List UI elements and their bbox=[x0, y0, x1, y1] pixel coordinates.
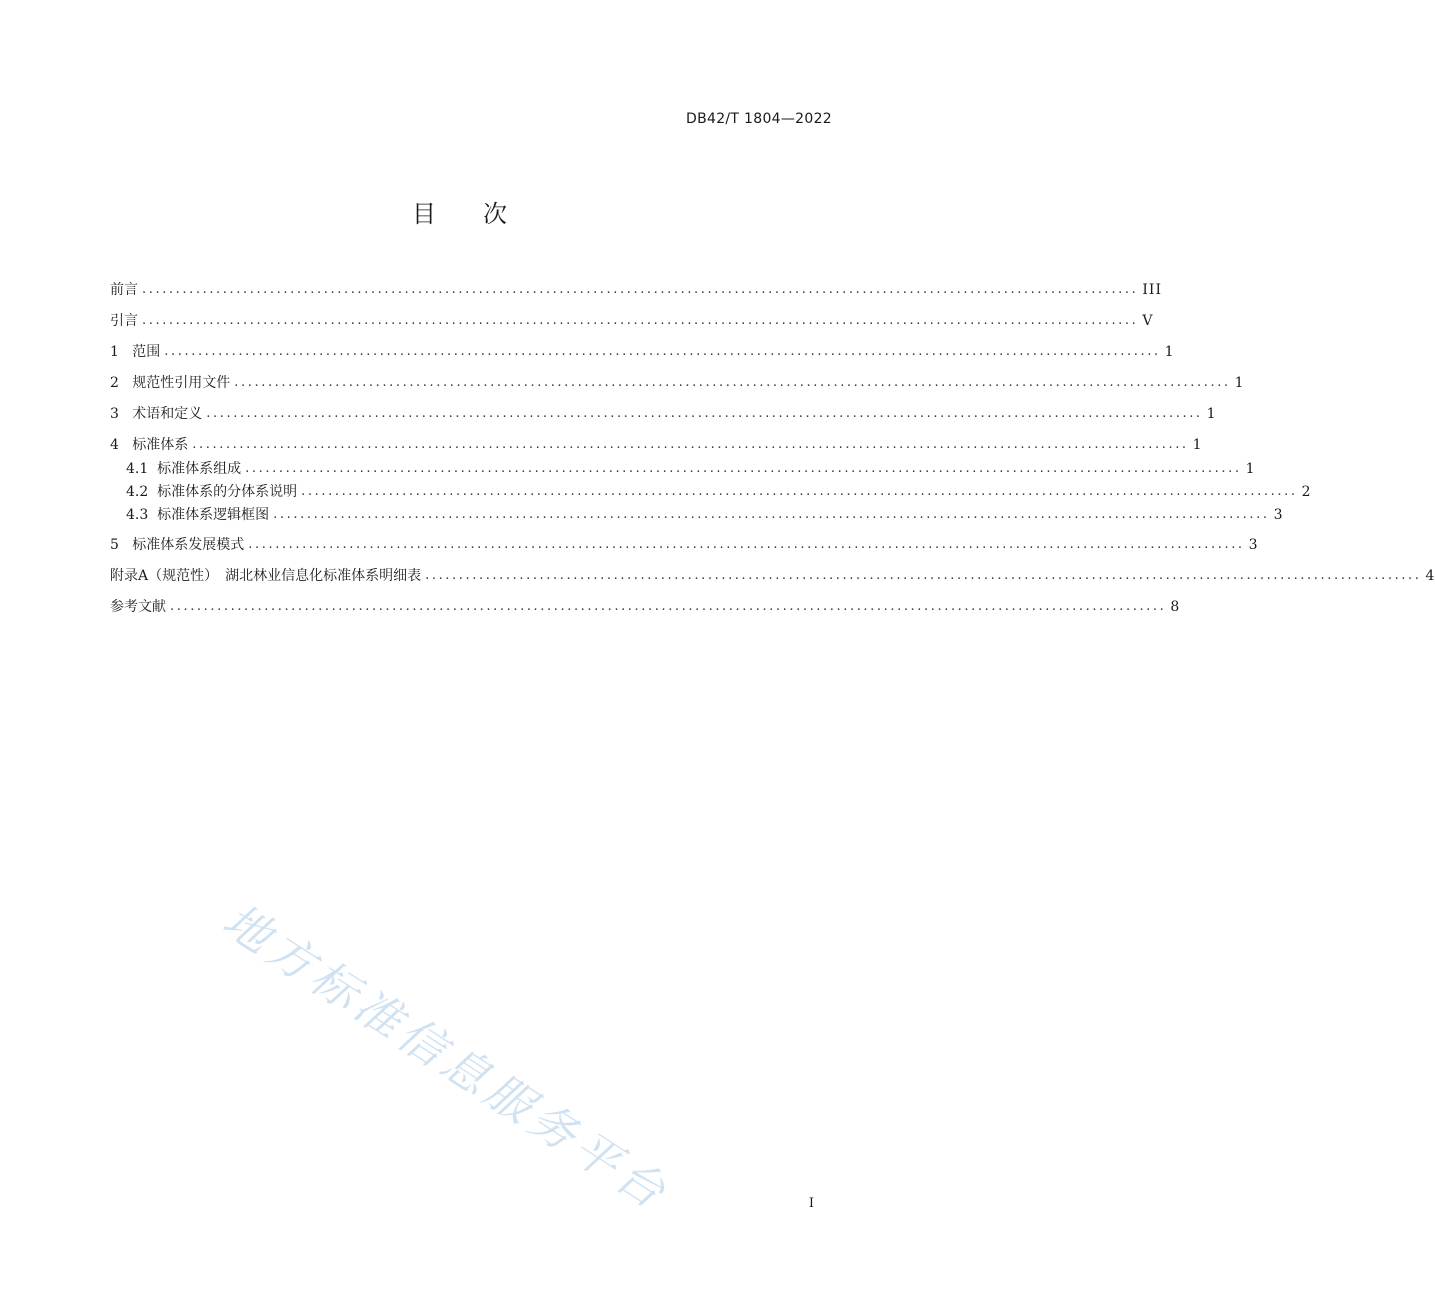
toc-page-number: 1 bbox=[1164, 344, 1175, 360]
toc-leader-dots: .................................................................................................................................................... bbox=[245, 461, 1242, 476]
toc-entry-standard-system[interactable] bbox=[110, 435, 1203, 455]
toc-section-number: 3 bbox=[110, 406, 119, 422]
toc-label: 参考文献 bbox=[110, 599, 166, 615]
toc-leader-dots: .................................................................................................................................................... bbox=[425, 568, 1422, 583]
toc-label: 前言 bbox=[110, 282, 138, 298]
toc-leader-dots: .................................................................................................................................................... bbox=[248, 537, 1245, 552]
toc-page-number: 1 bbox=[1192, 437, 1203, 453]
toc-label: 范围 bbox=[132, 344, 161, 360]
toc-label: 标准体系 bbox=[132, 437, 189, 453]
toc-leader-dots: .................................................................................................................................................... bbox=[164, 344, 1161, 359]
toc-entry-introduction[interactable] bbox=[110, 311, 1154, 331]
toc-entry-scope[interactable] bbox=[110, 342, 1175, 362]
toc-section-number: 2 bbox=[110, 375, 119, 391]
toc-leader-dots: .................................................................................................................................................... bbox=[170, 599, 1167, 614]
toc-leader-dots: .................................................................................................................................................... bbox=[234, 375, 1231, 390]
toc-label: 标准体系逻辑框图 bbox=[157, 507, 270, 523]
toc-page-number: 3 bbox=[1273, 507, 1284, 523]
toc-label: 规范性引用文件 bbox=[132, 375, 231, 391]
toc-entry-terms-definitions[interactable] bbox=[110, 404, 1217, 424]
page-number: I bbox=[808, 1196, 814, 1211]
toc-label: 标准体系的分体系说明 bbox=[157, 484, 298, 500]
title-char-2: 次 bbox=[483, 200, 508, 228]
toc-page-number: 1 bbox=[1206, 406, 1217, 422]
toc-leader-dots: .................................................................................................................................................... bbox=[142, 282, 1139, 297]
toc-entry-appendix-a[interactable] bbox=[110, 566, 1435, 586]
watermark-text: 地方标准信息服务平台 bbox=[213, 892, 680, 1222]
toc-section-number: 1 bbox=[110, 344, 119, 360]
page-title bbox=[0, 194, 920, 229]
toc-leader-dots: .................................................................................................................................................... bbox=[273, 507, 1270, 522]
toc-section-number: 4.1 bbox=[126, 461, 149, 477]
toc-page-number: 2 bbox=[1301, 484, 1312, 500]
toc-page-number: 8 bbox=[1170, 599, 1181, 615]
toc-section-number: 4.2 bbox=[126, 484, 149, 500]
toc-leader-dots: .................................................................................................................................................... bbox=[301, 484, 1298, 499]
toc-page-number: 1 bbox=[1245, 461, 1256, 477]
toc-section-number: 5 bbox=[110, 537, 119, 553]
toc-label: 引言 bbox=[110, 313, 138, 329]
toc-label: 附录A（规范性） 湖北林业信息化标准体系明细表 bbox=[110, 568, 422, 584]
document-code: DB42/T 1804—2022 bbox=[686, 111, 832, 127]
toc-page-number: 4 bbox=[1425, 568, 1435, 584]
toc-label: 标准体系发展模式 bbox=[132, 537, 245, 553]
toc-page-number: 1 bbox=[1234, 375, 1245, 391]
toc-page-number: III bbox=[1142, 282, 1162, 298]
title-char-1: 目 bbox=[412, 200, 437, 228]
toc-section-number: 4.3 bbox=[126, 507, 149, 523]
toc-entry-development-mode[interactable] bbox=[110, 535, 1259, 555]
toc-label: 术语和定义 bbox=[132, 406, 203, 422]
toc-entry-system-composition[interactable] bbox=[110, 459, 1256, 479]
toc-page-number: 3 bbox=[1248, 537, 1259, 553]
toc-entry-normative-references[interactable] bbox=[110, 373, 1245, 393]
toc-label: 标准体系组成 bbox=[157, 461, 242, 477]
toc-section-number: 4 bbox=[110, 437, 119, 453]
toc-entry-bibliography[interactable] bbox=[110, 597, 1181, 617]
toc-entry-foreword[interactable] bbox=[110, 280, 1162, 300]
toc-leader-dots: .................................................................................................................................................... bbox=[206, 406, 1203, 421]
toc-leader-dots: .................................................................................................................................................... bbox=[142, 313, 1139, 328]
toc-entry-logic-diagram[interactable] bbox=[110, 505, 1284, 525]
toc-entry-subsystem-description[interactable] bbox=[110, 482, 1312, 502]
toc-leader-dots: .................................................................................................................................................... bbox=[192, 437, 1189, 452]
toc-page-number: V bbox=[1142, 313, 1154, 329]
